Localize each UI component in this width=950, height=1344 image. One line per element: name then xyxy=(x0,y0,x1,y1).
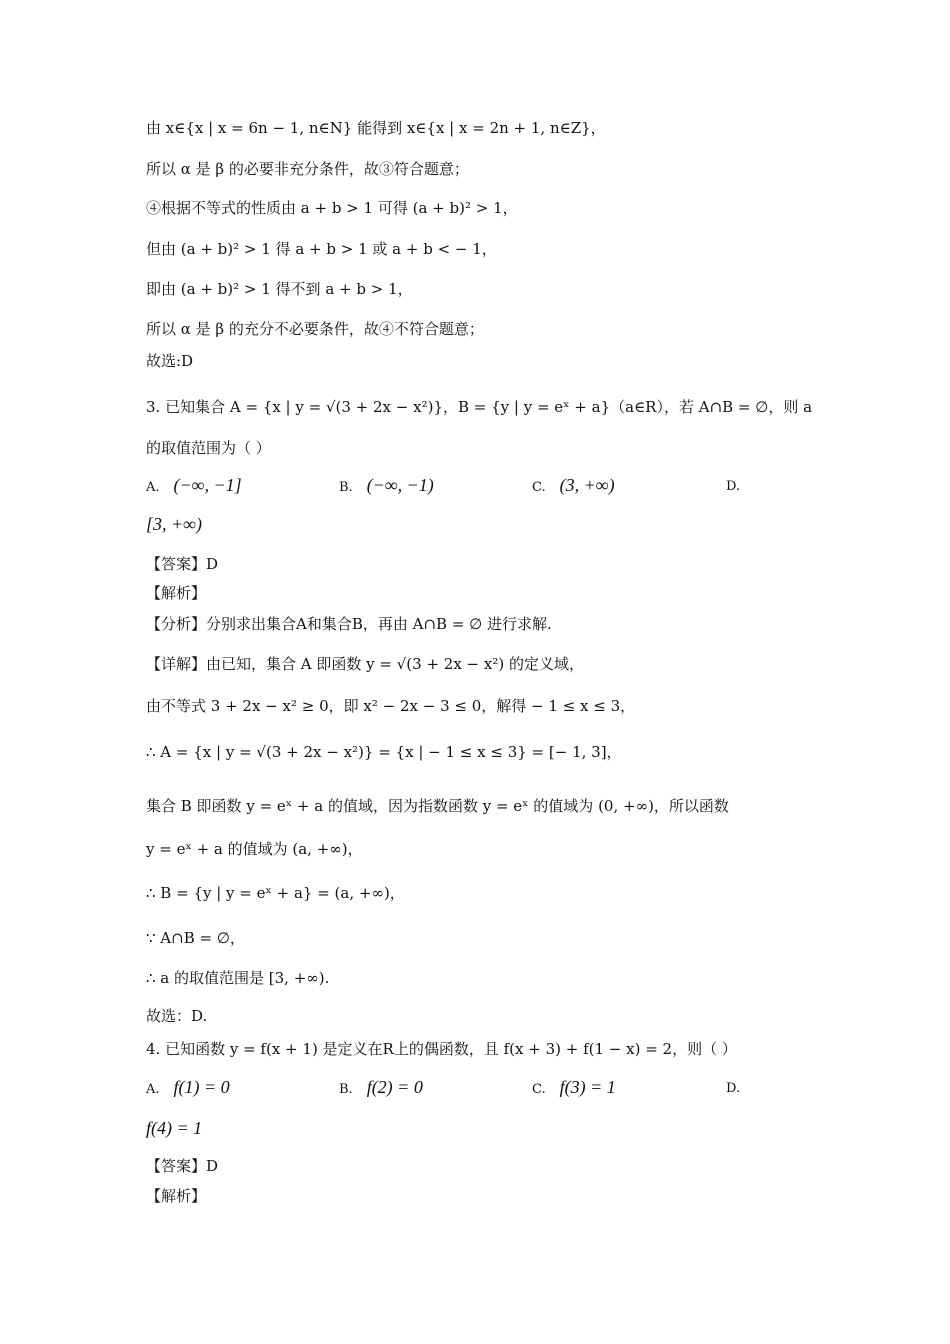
q3-step: ∴ A = {x | y = √(3 + 2x − x²)} = {x | − 1 ≤ x ≤ 3} = [− 1, 3]， xyxy=(146,743,622,761)
q3-step: ∵ A∩B = ∅， xyxy=(146,929,245,947)
q3-option-d: D. xyxy=(726,479,741,494)
q3-answer: 【答案】D xyxy=(146,555,219,573)
q3-option-b: B. (−∞, −1) xyxy=(339,475,434,495)
q3-fenxi: 【分析】分别求出集合A和集合B，再由 A∩B = ∅ 进行求解. xyxy=(146,615,552,633)
q3-option-a: A. (−∞, −1] xyxy=(146,475,242,495)
q4-option-a: A. f(1) = 0 xyxy=(146,1077,230,1097)
question-4-stem: 4. 已知函数 y = f(x + 1) 是定义在R上的偶函数，且 f(x + 3) + f(1 − x) = 2，则（ ） xyxy=(146,1040,737,1058)
q3-option-c: C. (3, +∞) xyxy=(532,475,615,495)
q3-step: ∴ B = {y | y = eˣ + a} = (a, +∞)， xyxy=(146,884,405,902)
q3-step: 集合 B 即函数 y = eˣ + a 的值域，因为指数函数 y = eˣ 的值域为 (0, +∞)，所以函数 xyxy=(146,797,729,815)
q4-option-d: D. xyxy=(726,1081,741,1096)
q4-option-d-text: f(4) = 1 xyxy=(146,1118,203,1138)
q3-option-d-text: [3, +∞) xyxy=(146,514,202,534)
text-line: ④根据不等式的性质由 a + b > 1 可得 (a + b)² > 1， xyxy=(146,199,518,217)
text-line: 所以 α 是 β 的充分不必要条件，故④不符合题意； xyxy=(146,320,484,338)
q3-xiangjie: 【详解】由已知，集合 A 即函数 y = √(3 + 2x − x²) 的定义域， xyxy=(146,655,584,673)
q3-step: y = eˣ + a 的值域为 (a, +∞)， xyxy=(146,840,363,858)
text-line: 由 x∈{x | x = 6n − 1, n∈N} 能得到 x∈{x | x = 2n + 1, n∈Z}， xyxy=(146,119,606,137)
question-3-stem-cont: 的取值范围为（ ） xyxy=(146,439,271,457)
q4-option-b: B. f(2) = 0 xyxy=(339,1077,423,1097)
q4-analysis-head: 【解析】 xyxy=(146,1187,207,1205)
text-line: 即由 (a + b)² > 1 得不到 a + b > 1， xyxy=(146,280,413,298)
q3-analysis-head: 【解析】 xyxy=(146,584,207,602)
q3-step: ∴ a 的取值范围是 [3, +∞). xyxy=(146,969,330,987)
text-line: 所以 α 是 β 的必要非充分条件，故③符合题意； xyxy=(146,160,469,178)
q3-final: 故选：D. xyxy=(146,1007,208,1025)
text-line: 故选:D xyxy=(146,352,194,370)
question-3-stem: 3. 已知集合 A = {x | y = √(3 + 2x − x²)}，B = {y | y = eˣ + a}（a∈R），若 A∩B = ∅，则 a xyxy=(146,398,813,416)
q4-option-c: C. f(3) = 1 xyxy=(532,1077,616,1097)
text-line: 但由 (a + b)² > 1 得 a + b > 1 或 a + b < − 1， xyxy=(146,240,497,258)
q4-answer: 【答案】D xyxy=(146,1157,219,1175)
q3-step: 由不等式 3 + 2x − x² ≥ 0，即 x² − 2x − 3 ≤ 0，解得 − 1 ≤ x ≤ 3， xyxy=(146,697,636,715)
